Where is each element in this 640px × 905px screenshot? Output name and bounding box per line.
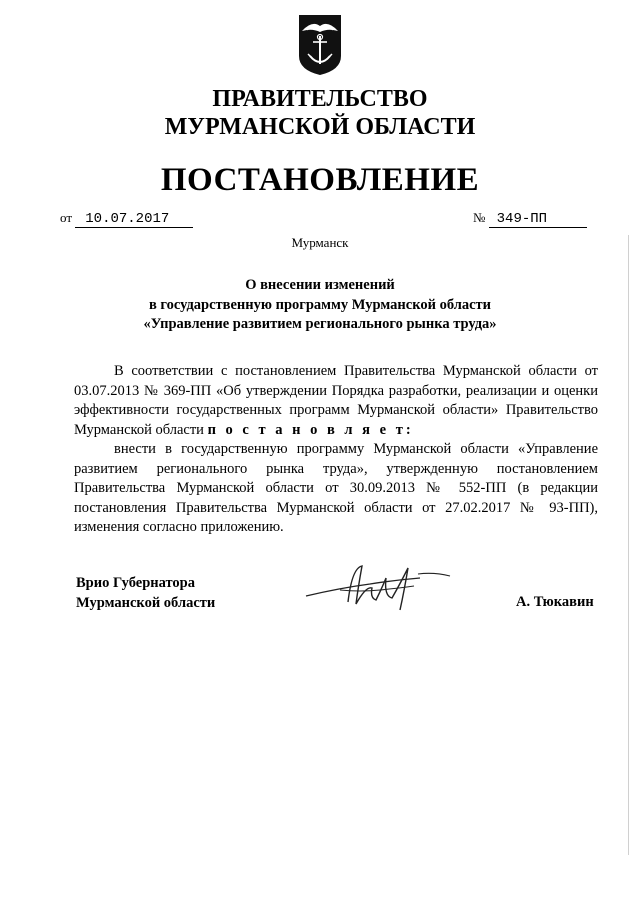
number-value: 349-ПП (489, 211, 587, 228)
signatory-name: А. Тюкавин (516, 594, 594, 610)
body-paragraph (74, 362, 598, 440)
handwritten-signature (300, 558, 460, 618)
signatory-title-line1: Врио Губернатора (76, 575, 195, 591)
subject-line2: в государственную программу Мурманской области (148, 297, 492, 313)
subject-line1: О внесении изменений (245, 277, 395, 293)
body-paragraph: внести в государственную программу Мурманской области «Управление развитием регионального рынка труда», утвержденную постановлением Правительства Мурманской области от 30.09.2013 № 552-ПП (в редакции постановления Правительства Мурманской области от 27.02.2017 № 93-ПП), изменения согласно приложению. (74, 441, 598, 535)
date-value: 10.07.2017 (75, 211, 193, 228)
subject-line3: «Управление развитием регионального рынка труда» (143, 316, 497, 332)
signatory-title (76, 573, 215, 613)
murmansk-coat-of-arms-icon (298, 14, 342, 76)
authority-name-line2: МУРМАНСКОЙ ОБЛАСТИ (164, 114, 476, 140)
authority-name-line1: ПРАВИТЕЛЬСТВО (212, 86, 428, 112)
preamble-text: В соответствии с постановлением Правительства Мурманской области от 03.07.2013 № 369-ПП «Об утверждении Порядка разработки, реализации и оценки эффективности государственных программ Мурманской области» Правительство Мурманской области (74, 363, 598, 438)
document-type-title: ПОСТАНОВЛЕНИЕ (160, 162, 480, 198)
place-of-issue: Мурманск (291, 235, 349, 250)
document-number (473, 210, 587, 228)
number-prefix: № (473, 210, 486, 225)
document-body (74, 362, 598, 538)
date-prefix: от (60, 210, 73, 225)
scan-edge-divider (628, 235, 629, 855)
signatory-title-line2: Мурманской области (76, 595, 216, 611)
resolves-verb: п о с т а н о в л я е т: (207, 421, 414, 438)
document-date (60, 210, 193, 228)
